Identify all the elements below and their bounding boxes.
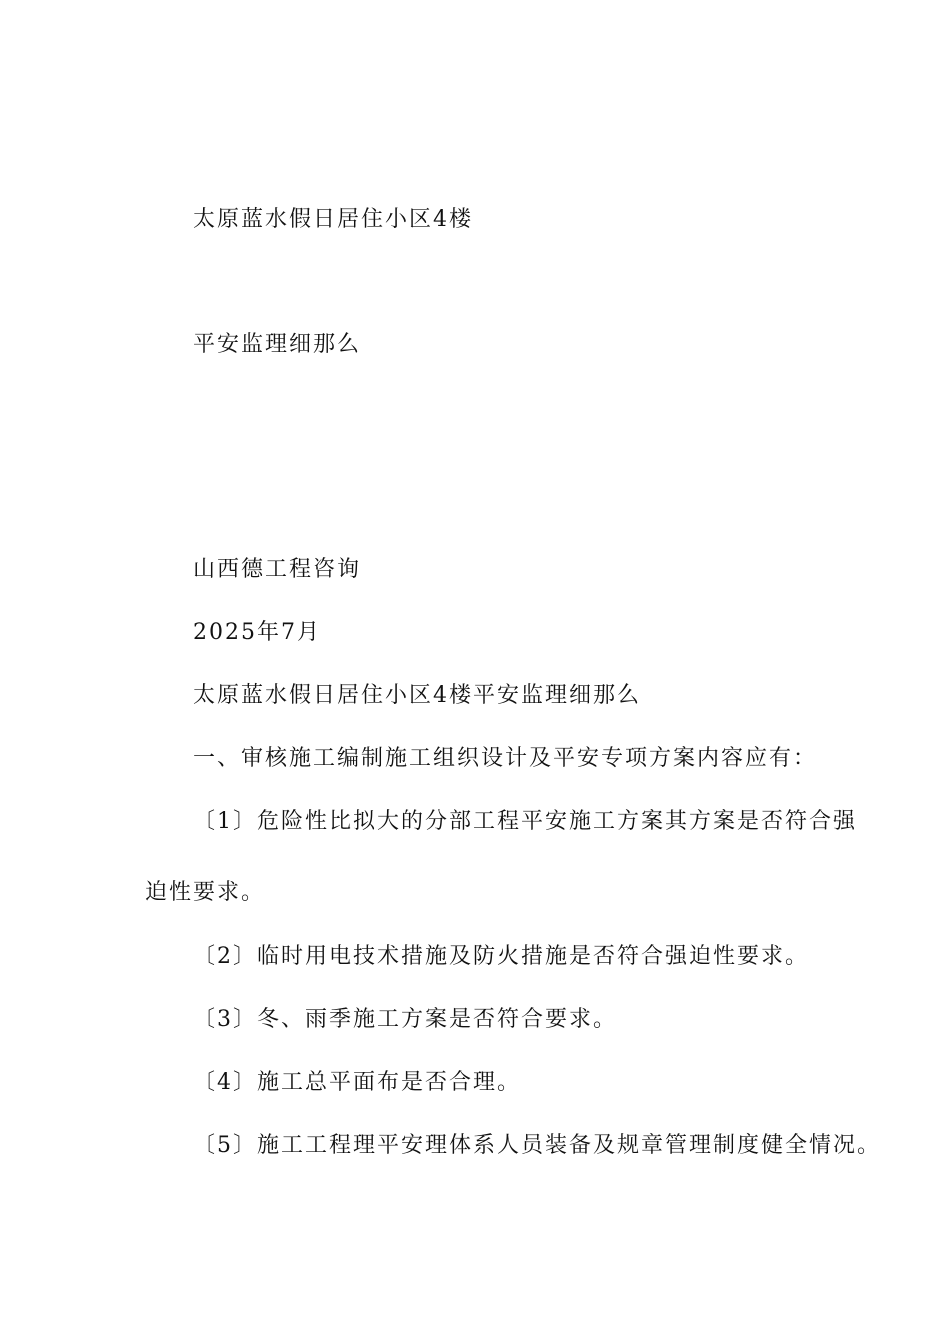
list-item-4: 〔4〕施工总平面布是否合理。: [193, 1070, 521, 1095]
cover-title-line1: 太原蓝水假日居住小区4楼: [193, 207, 473, 232]
document-heading: 太原蓝水假日居住小区4楼平安监理细那么: [193, 683, 641, 708]
cover-company: 山西德工程咨询: [193, 557, 362, 582]
cover-date: 2025年7月: [193, 620, 321, 645]
list-item-1: 〔1〕危险性比拟大的分部工程平安施工方案其方案是否符合强: [193, 809, 857, 834]
list-item-1-continuation: 迫性要求。: [145, 880, 266, 905]
list-item-5: 〔5〕施工工程理平安理体系人员装备及规章管理制度健全情况。: [193, 1133, 881, 1158]
cover-title-line2: 平安监理细那么: [193, 332, 362, 357]
section-heading-1: 一、审核施工编制施工组织设计及平安专项方案内容应有：: [193, 746, 818, 771]
list-item-3: 〔3〕冬、雨季施工方案是否符合要求。: [193, 1007, 617, 1032]
list-item-2: 〔2〕临时用电技术措施及防火措施是否符合强迫性要求。: [193, 944, 809, 969]
